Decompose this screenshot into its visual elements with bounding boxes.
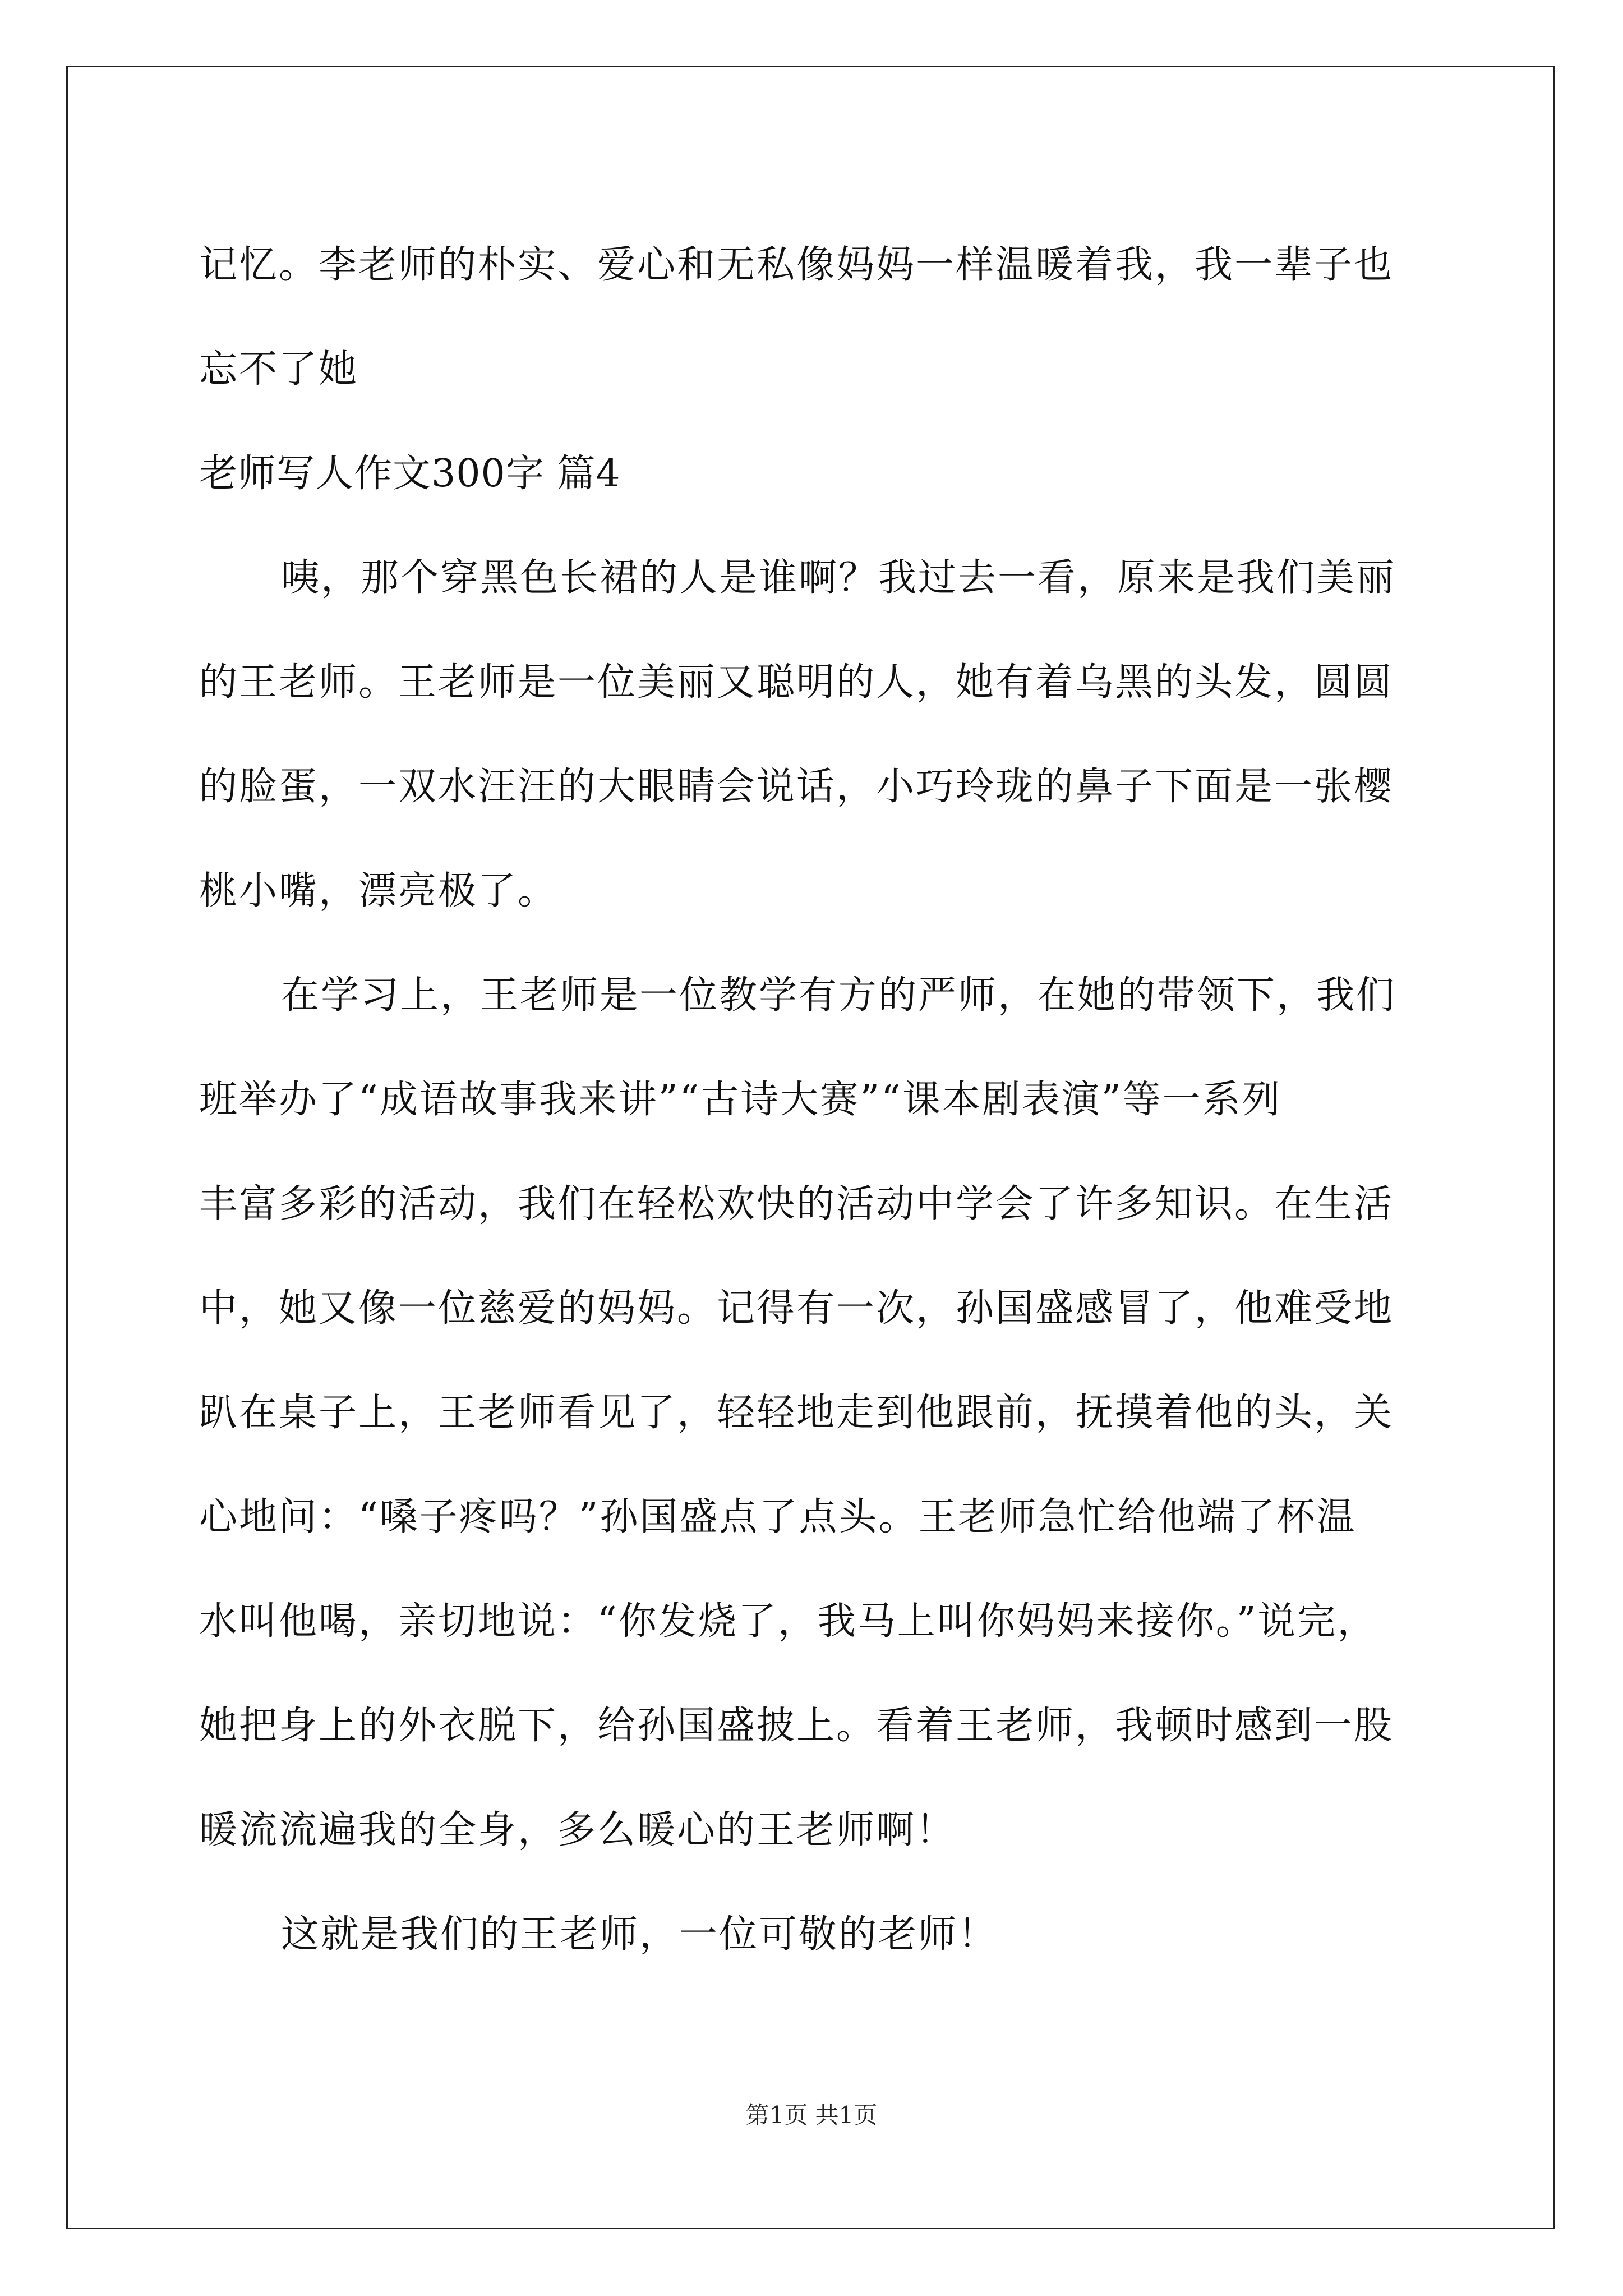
text-line: 记忆。李老师的朴实、爱心和无私像妈妈一样温暖着我，我一辈子也 — [199, 243, 1394, 287]
section-heading: 老师写人作文300字 篇4 — [199, 452, 621, 496]
text-line: 中，她又像一位慈爱的妈妈。记得有一次，孙国盛感冒了，他难受地 — [199, 1286, 1394, 1331]
text-line: 忘不了她 — [199, 347, 359, 392]
text-line: 趴在桌子上，王老师看见了，轻轻地走到他跟前，抚摸着他的头，关 — [199, 1391, 1394, 1435]
page-footer: 第1页 共1页 — [745, 2101, 878, 2129]
paragraph-start: 咦，那个穿黑色长裙的人是谁啊？我过去一看，原来是我们美丽 — [281, 556, 1396, 600]
text-line: 的王老师。王老师是一位美丽又聪明的人，她有着乌黑的头发，圆圆 — [199, 660, 1394, 705]
paragraph-start: 这就是我们的王老师，一位可敬的老师！ — [281, 1912, 998, 1957]
text-line: 水叫他喝，亲切地说：“你发烧了，我马上叫你妈妈来接你。”说完， — [199, 1599, 1377, 1644]
text-line: 心地问：“嗓子疼吗？”孙国盛点了点头。王老师急忙给他端了杯温 — [199, 1495, 1357, 1539]
text-line: 丰富多彩的活动，我们在轻松欢快的活动中学会了许多知识。在生活 — [199, 1182, 1394, 1226]
text-line: 她把身上的外衣脱下，给孙国盛披上。看着王老师，我顿时感到一股 — [199, 1704, 1394, 1748]
text-line: 暖流流遍我的全身，多么暖心的王老师啊！ — [199, 1808, 956, 1852]
text-line: 桃小嘴，漂亮极了。 — [199, 869, 558, 913]
text-line: 班举办了“成语故事我来讲”“古诗大赛”“课本剧表演”等一系列 — [199, 1078, 1282, 1122]
document-body — [199, 213, 1416, 1987]
paragraph-start: 在学习上，王老师是一位教学有方的严师，在她的带领下，我们 — [281, 973, 1396, 1018]
text-line: 的脸蛋，一双水汪汪的大眼睛会说话，小巧玲珑的鼻子下面是一张樱 — [199, 765, 1394, 809]
